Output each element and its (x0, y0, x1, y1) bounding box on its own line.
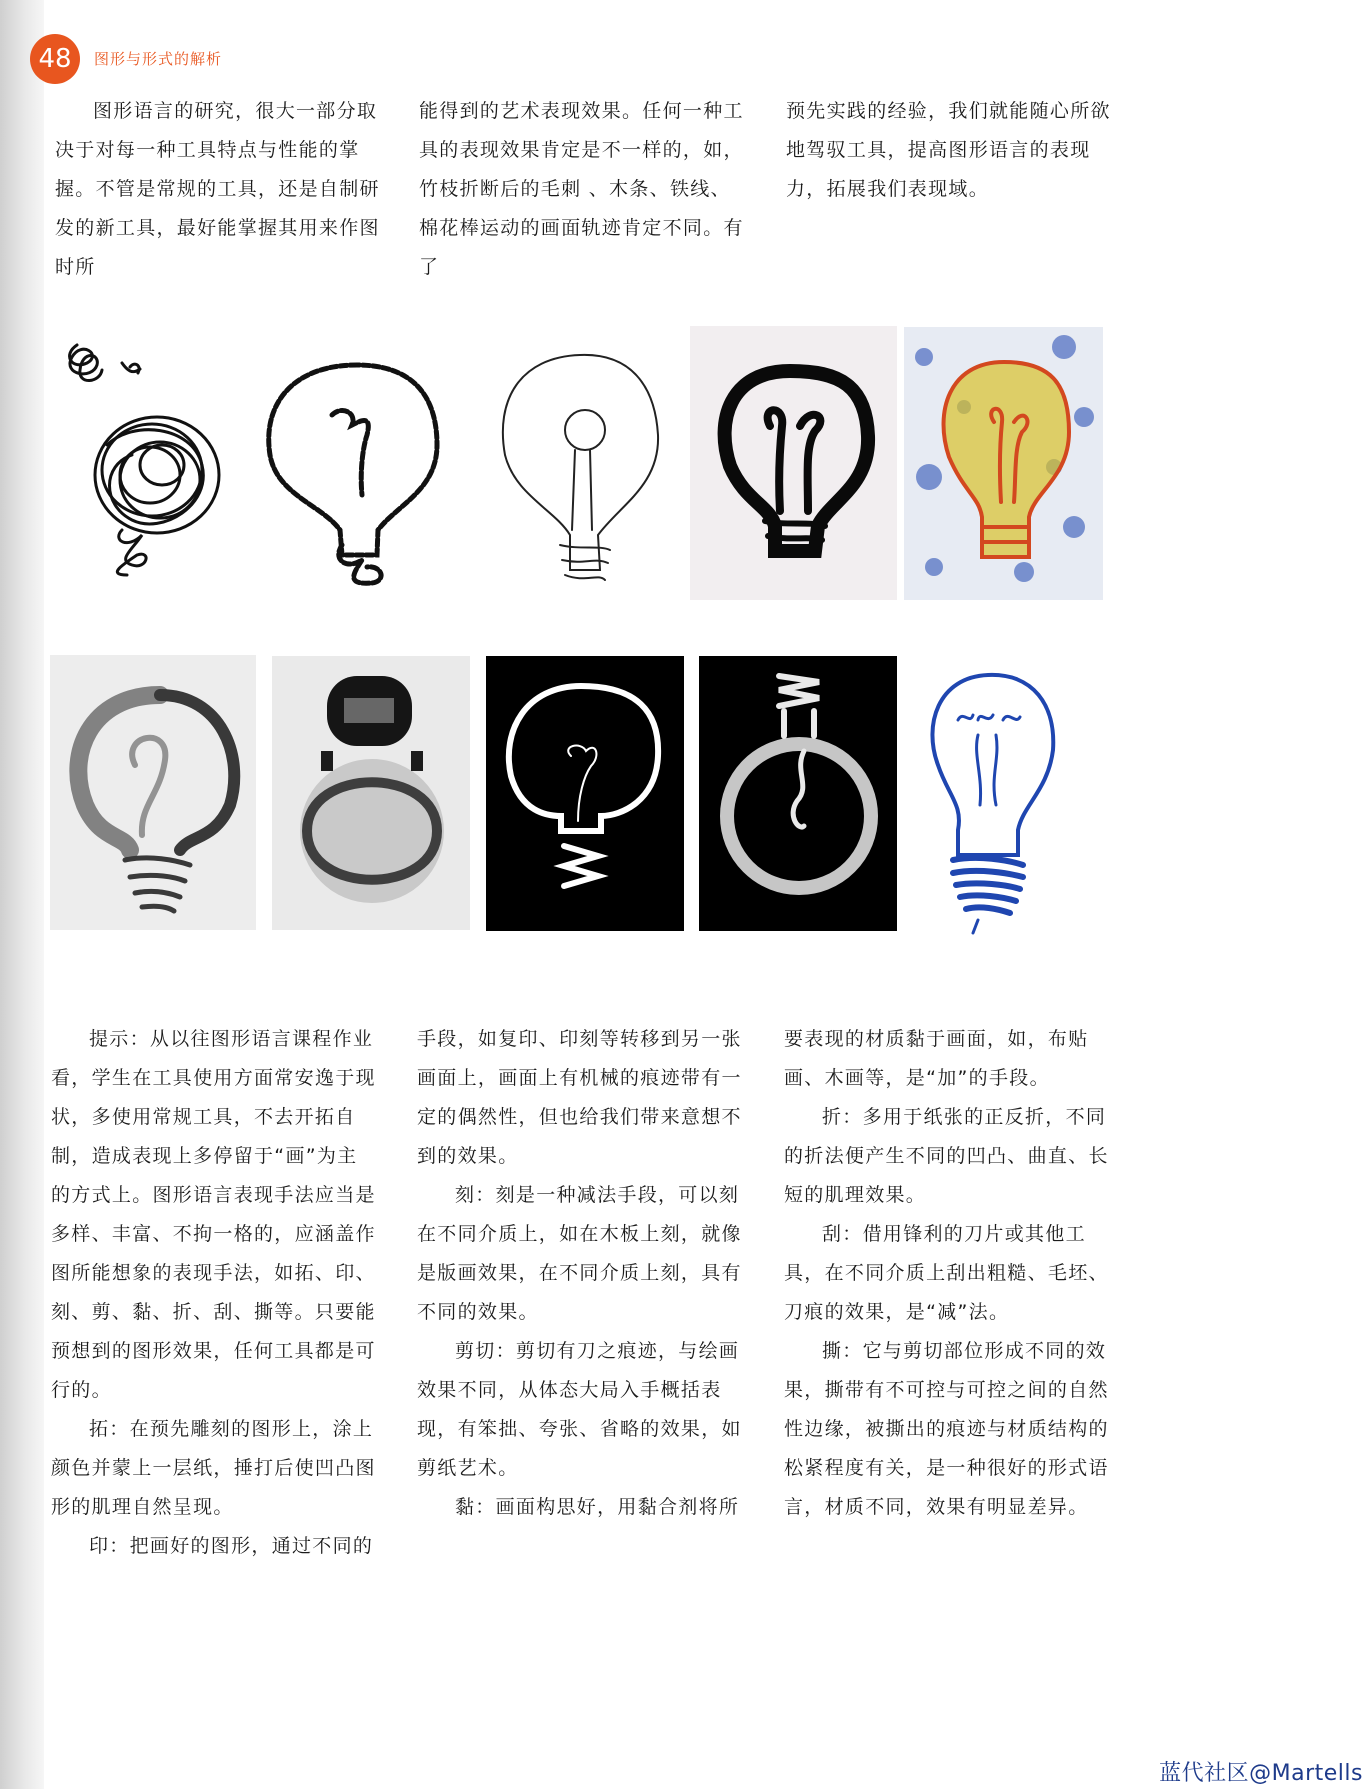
lightbulb-scribble-wire-drawing (52, 325, 237, 585)
intro-paragraph: 能得到的艺术表现效果。任何一种工具的表现效果肯定是不一样的，如，竹枝折断后的毛刺 、木条、铁线、棉花棒运动的画面轨迹肯定不同。有了 (419, 100, 744, 278)
intro-paragraph: 图形语言的研究，很大一部分取决于对每一种工具特点与性能的掌握。不管是常规的工具，还是自制研发的新工具，最好能掌握其用来作图时所 (55, 100, 380, 278)
body-paragraph: 要表现的材质黏于画面，如，布贴画、木画等，是“加”的手段。 (784, 1028, 1089, 1089)
body-paragraph: 印：把画好的图形，通过不同的 (89, 1535, 374, 1557)
lightbulb-brush-ink-painting (690, 326, 897, 600)
lightbulb-white-line-on-black (486, 656, 684, 931)
intro-paragraph: 预先实践的经验，我们就能随心所欲地驾驭工具，提高图形语言的表现力，拓展我们表现域。 (786, 100, 1111, 200)
running-header-title: 图形与形式的解析 (94, 50, 223, 68)
body-paragraph: 剪切：剪切有刀之痕迹，与绘画效果不同，从体态大局入手概括表现，有笨拙、夸张、省略的效果，如剪纸艺术。 (417, 1340, 742, 1479)
body-paragraph: 刻：刻是一种减法手段，可以刻在不同介质上，如在木板上刻，就像是版画效果，在不同介质上刻，具有不同的效果。 (417, 1184, 742, 1323)
lightbulb-crayon-on-blue-print (904, 327, 1103, 600)
body-paragraph: 手段，如复印、印刻等转移到另一张画面上，画面上有机械的痕迹带有一定的偶然性，但也给我们带来意想不到的效果。 (417, 1028, 742, 1167)
bottom-column-3 (784, 1020, 1109, 1527)
lightbulb-rubbing-texture (272, 656, 470, 930)
lightbulb-ink-wash-painting (50, 655, 256, 930)
watermark-text: 蓝代社区@Martells (1159, 1761, 1363, 1786)
lightbulb-dashed-stamp-drawing (262, 345, 447, 590)
bottom-column-1 (51, 1020, 376, 1566)
page-number-badge: 48 (30, 34, 80, 84)
intro-column-2 (419, 92, 744, 287)
body-paragraph: 刮：借用锋利的刀片或其他工具，在不同介质上刮出粗糙、毛坯、刀痕的效果，是“减”法。 (784, 1223, 1109, 1323)
book-spine-shadow (0, 0, 44, 1789)
lightbulb-white-glow-on-black (699, 656, 897, 931)
body-paragraph: 折：多用于纸张的正反折，不同的折法便产生不同的凹凸、曲直、长短的肌理效果。 (784, 1106, 1109, 1206)
intro-column-3 (786, 92, 1111, 209)
body-paragraph: 黏：画面构思好，用黏合剂将所 (455, 1496, 740, 1518)
body-paragraph: 拓：在预先雕刻的图形上，涂上颜色并蒙上一层纸，捶打后使凹凸图形的肌理自然呈现。 (51, 1418, 376, 1518)
lightbulb-blue-crayon-drawing (918, 665, 1068, 935)
intro-column-1 (55, 92, 380, 287)
lightbulb-thin-line-drawing (490, 345, 670, 590)
body-paragraph: 提示：从以往图形语言课程作业看，学生在工具使用方面常安逸于现状，多使用常规工具，不去开拓自制，造成表现上多停留于“画”为主的方式上。图形语言表现手法应当是多样、丰富、不拘一格的，应涵盖作图所能想象的表现手法，如拓、印、刻、剪、黏、折、刮、撕等。只要能预想到的图形效果，任何工具都是可行的。 (51, 1028, 376, 1401)
bottom-column-2 (417, 1020, 742, 1527)
body-paragraph: 撕：它与剪切部位形成不同的效果，撕带有不可控与可控之间的自然性边缘，被撕出的痕迹与材质结构的松紧程度有关，是一种很好的形式语言，材质不同，效果有明显差异。 (784, 1340, 1109, 1518)
